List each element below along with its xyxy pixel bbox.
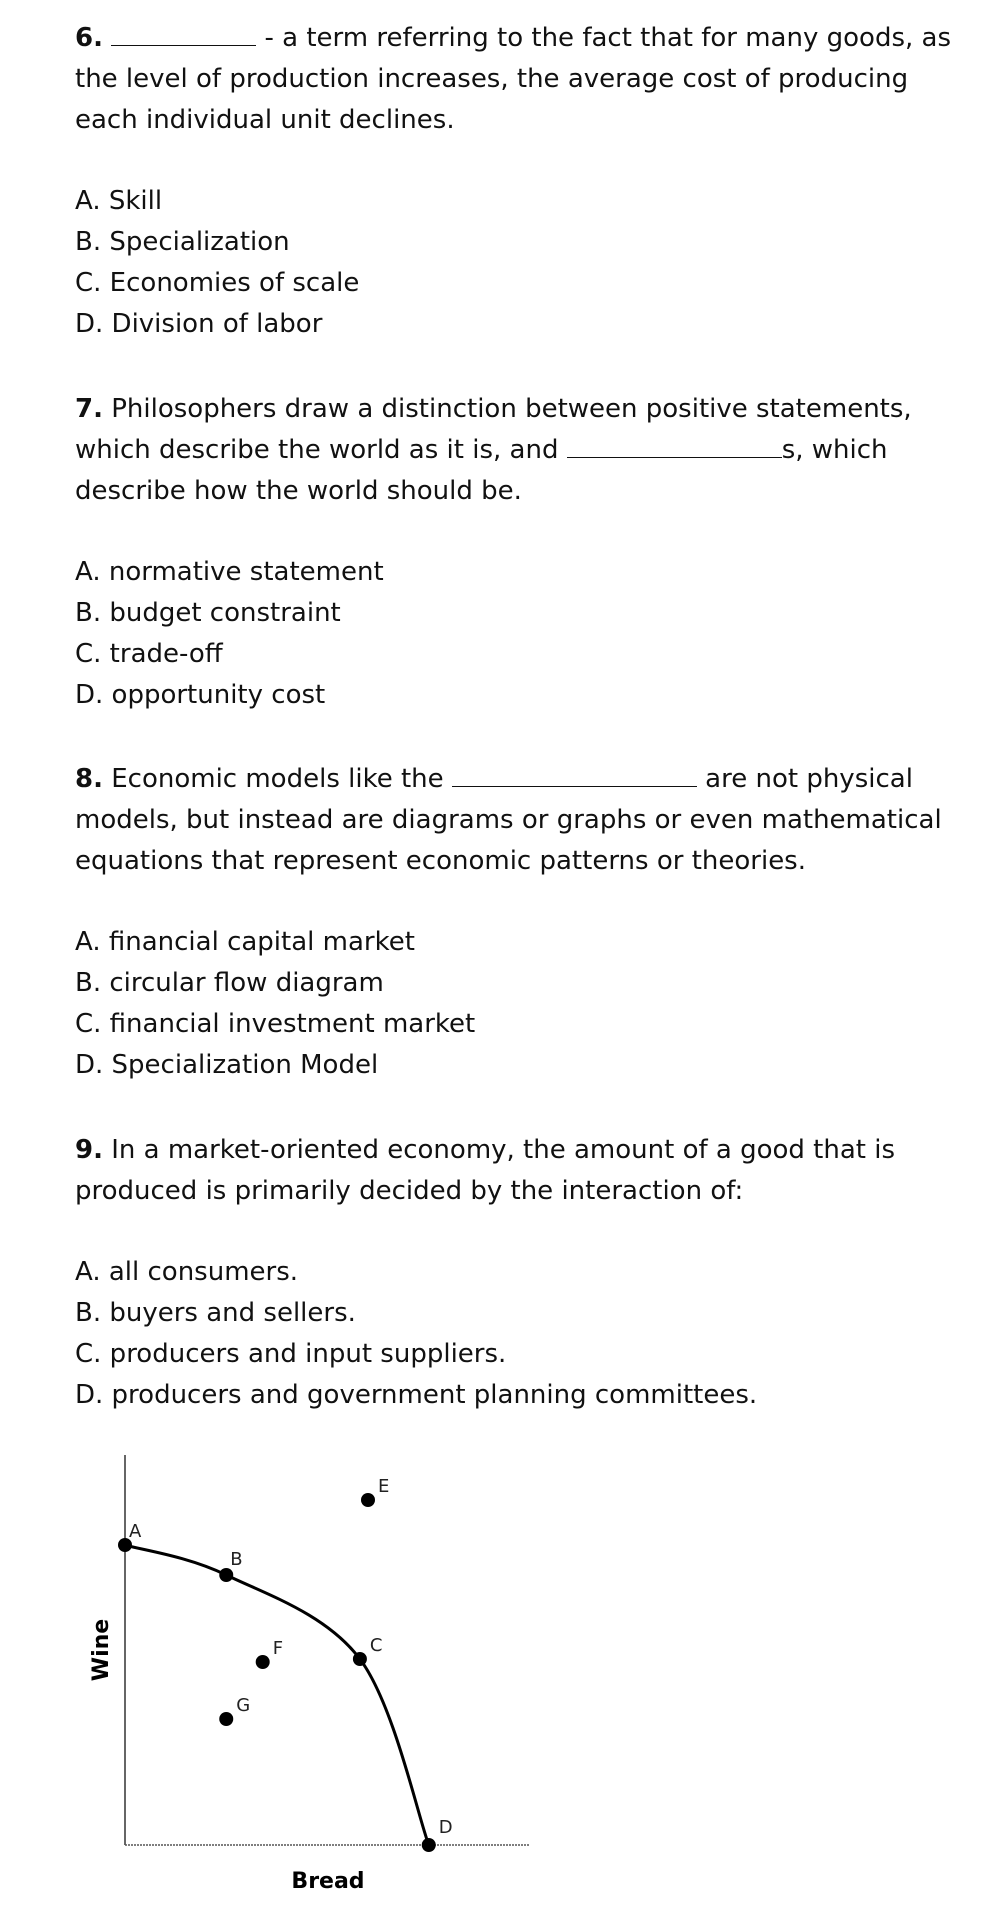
- question-number: 8.: [75, 764, 103, 794]
- point-g: [219, 1712, 233, 1726]
- question-stem: [75, 759, 961, 882]
- question-6: [75, 18, 961, 345]
- question-number: 9.: [75, 1135, 103, 1165]
- question-number: 6.: [75, 23, 103, 53]
- option-d[interactable]: D. producers and government planning committees.: [75, 1380, 758, 1410]
- question-stem: [75, 18, 961, 141]
- question-number: 7.: [75, 394, 103, 424]
- option-c[interactable]: C. financial investment market: [75, 1009, 476, 1039]
- question-text: Philosophers draw a distinction between positive statements, which describe the world as it is, and: [75, 394, 912, 465]
- question-stem: [75, 389, 961, 512]
- point-label-d: D: [438, 1817, 453, 1838]
- point-b: [219, 1568, 233, 1582]
- question-text: Economic models like the: [102, 764, 452, 794]
- x-axis-label: Bread: [291, 1869, 365, 1894]
- point-d: [422, 1838, 436, 1852]
- option-b[interactable]: B. Specialization: [75, 227, 290, 257]
- question-stem: [75, 1130, 961, 1212]
- point-label-a: A: [129, 1521, 142, 1542]
- answer-options: [75, 922, 961, 1086]
- option-d[interactable]: D. Specialization Model: [75, 1050, 379, 1080]
- question-text-after: s, which describe how the world should be.: [75, 435, 888, 506]
- option-c[interactable]: C. Economies of scale: [75, 268, 360, 298]
- option-a[interactable]: A. all consumers.: [75, 1257, 299, 1287]
- answer-options: [75, 552, 961, 716]
- question-7: [75, 389, 961, 716]
- option-d[interactable]: D. opportunity cost: [75, 680, 326, 710]
- point-c: [353, 1652, 367, 1666]
- question-9: [75, 1130, 961, 1416]
- answer-blank: [567, 432, 782, 458]
- option-a[interactable]: A. normative statement: [75, 557, 384, 587]
- option-a[interactable]: A. financial capital market: [75, 927, 415, 957]
- point-f: [256, 1655, 270, 1669]
- ppf-curve: [125, 1545, 429, 1845]
- question-8: [75, 759, 961, 1086]
- question-text-after: are not physical models, but instead are diagrams or graphs or even mathematical equations that represent economic patterns or theories.: [75, 764, 942, 876]
- question-text: - a term referring to the fact that for many goods, as the level of production increases, the average cost of producing each individual unit declines.: [75, 23, 951, 135]
- answer-options: [75, 1252, 961, 1416]
- point-label-f: F: [272, 1638, 284, 1659]
- answer-options: [75, 181, 961, 345]
- point-label-e: E: [378, 1476, 390, 1497]
- option-b[interactable]: B. budget constraint: [75, 598, 341, 628]
- option-b[interactable]: B. circular flow diagram: [75, 968, 384, 998]
- answer-blank: [111, 20, 256, 46]
- production-possibilities-chart: [70, 1445, 540, 1900]
- answer-blank: [452, 761, 697, 787]
- option-c[interactable]: C. producers and input suppliers.: [75, 1339, 507, 1369]
- question-text: In a market-oriented economy, the amount of a good that is produced is primarily decided by the interaction of:: [75, 1135, 896, 1206]
- option-b[interactable]: B. buyers and sellers.: [75, 1298, 356, 1328]
- y-axis-label: Wine: [89, 1618, 114, 1682]
- point-label-c: C: [369, 1635, 383, 1656]
- option-a[interactable]: A. Skill: [75, 186, 163, 216]
- point-e: [361, 1493, 375, 1507]
- point-label-b: B: [230, 1549, 243, 1570]
- option-c[interactable]: C. trade-off: [75, 639, 223, 669]
- chart-points: [118, 1476, 453, 1852]
- option-d[interactable]: D. Division of labor: [75, 309, 323, 339]
- point-label-g: G: [236, 1695, 251, 1716]
